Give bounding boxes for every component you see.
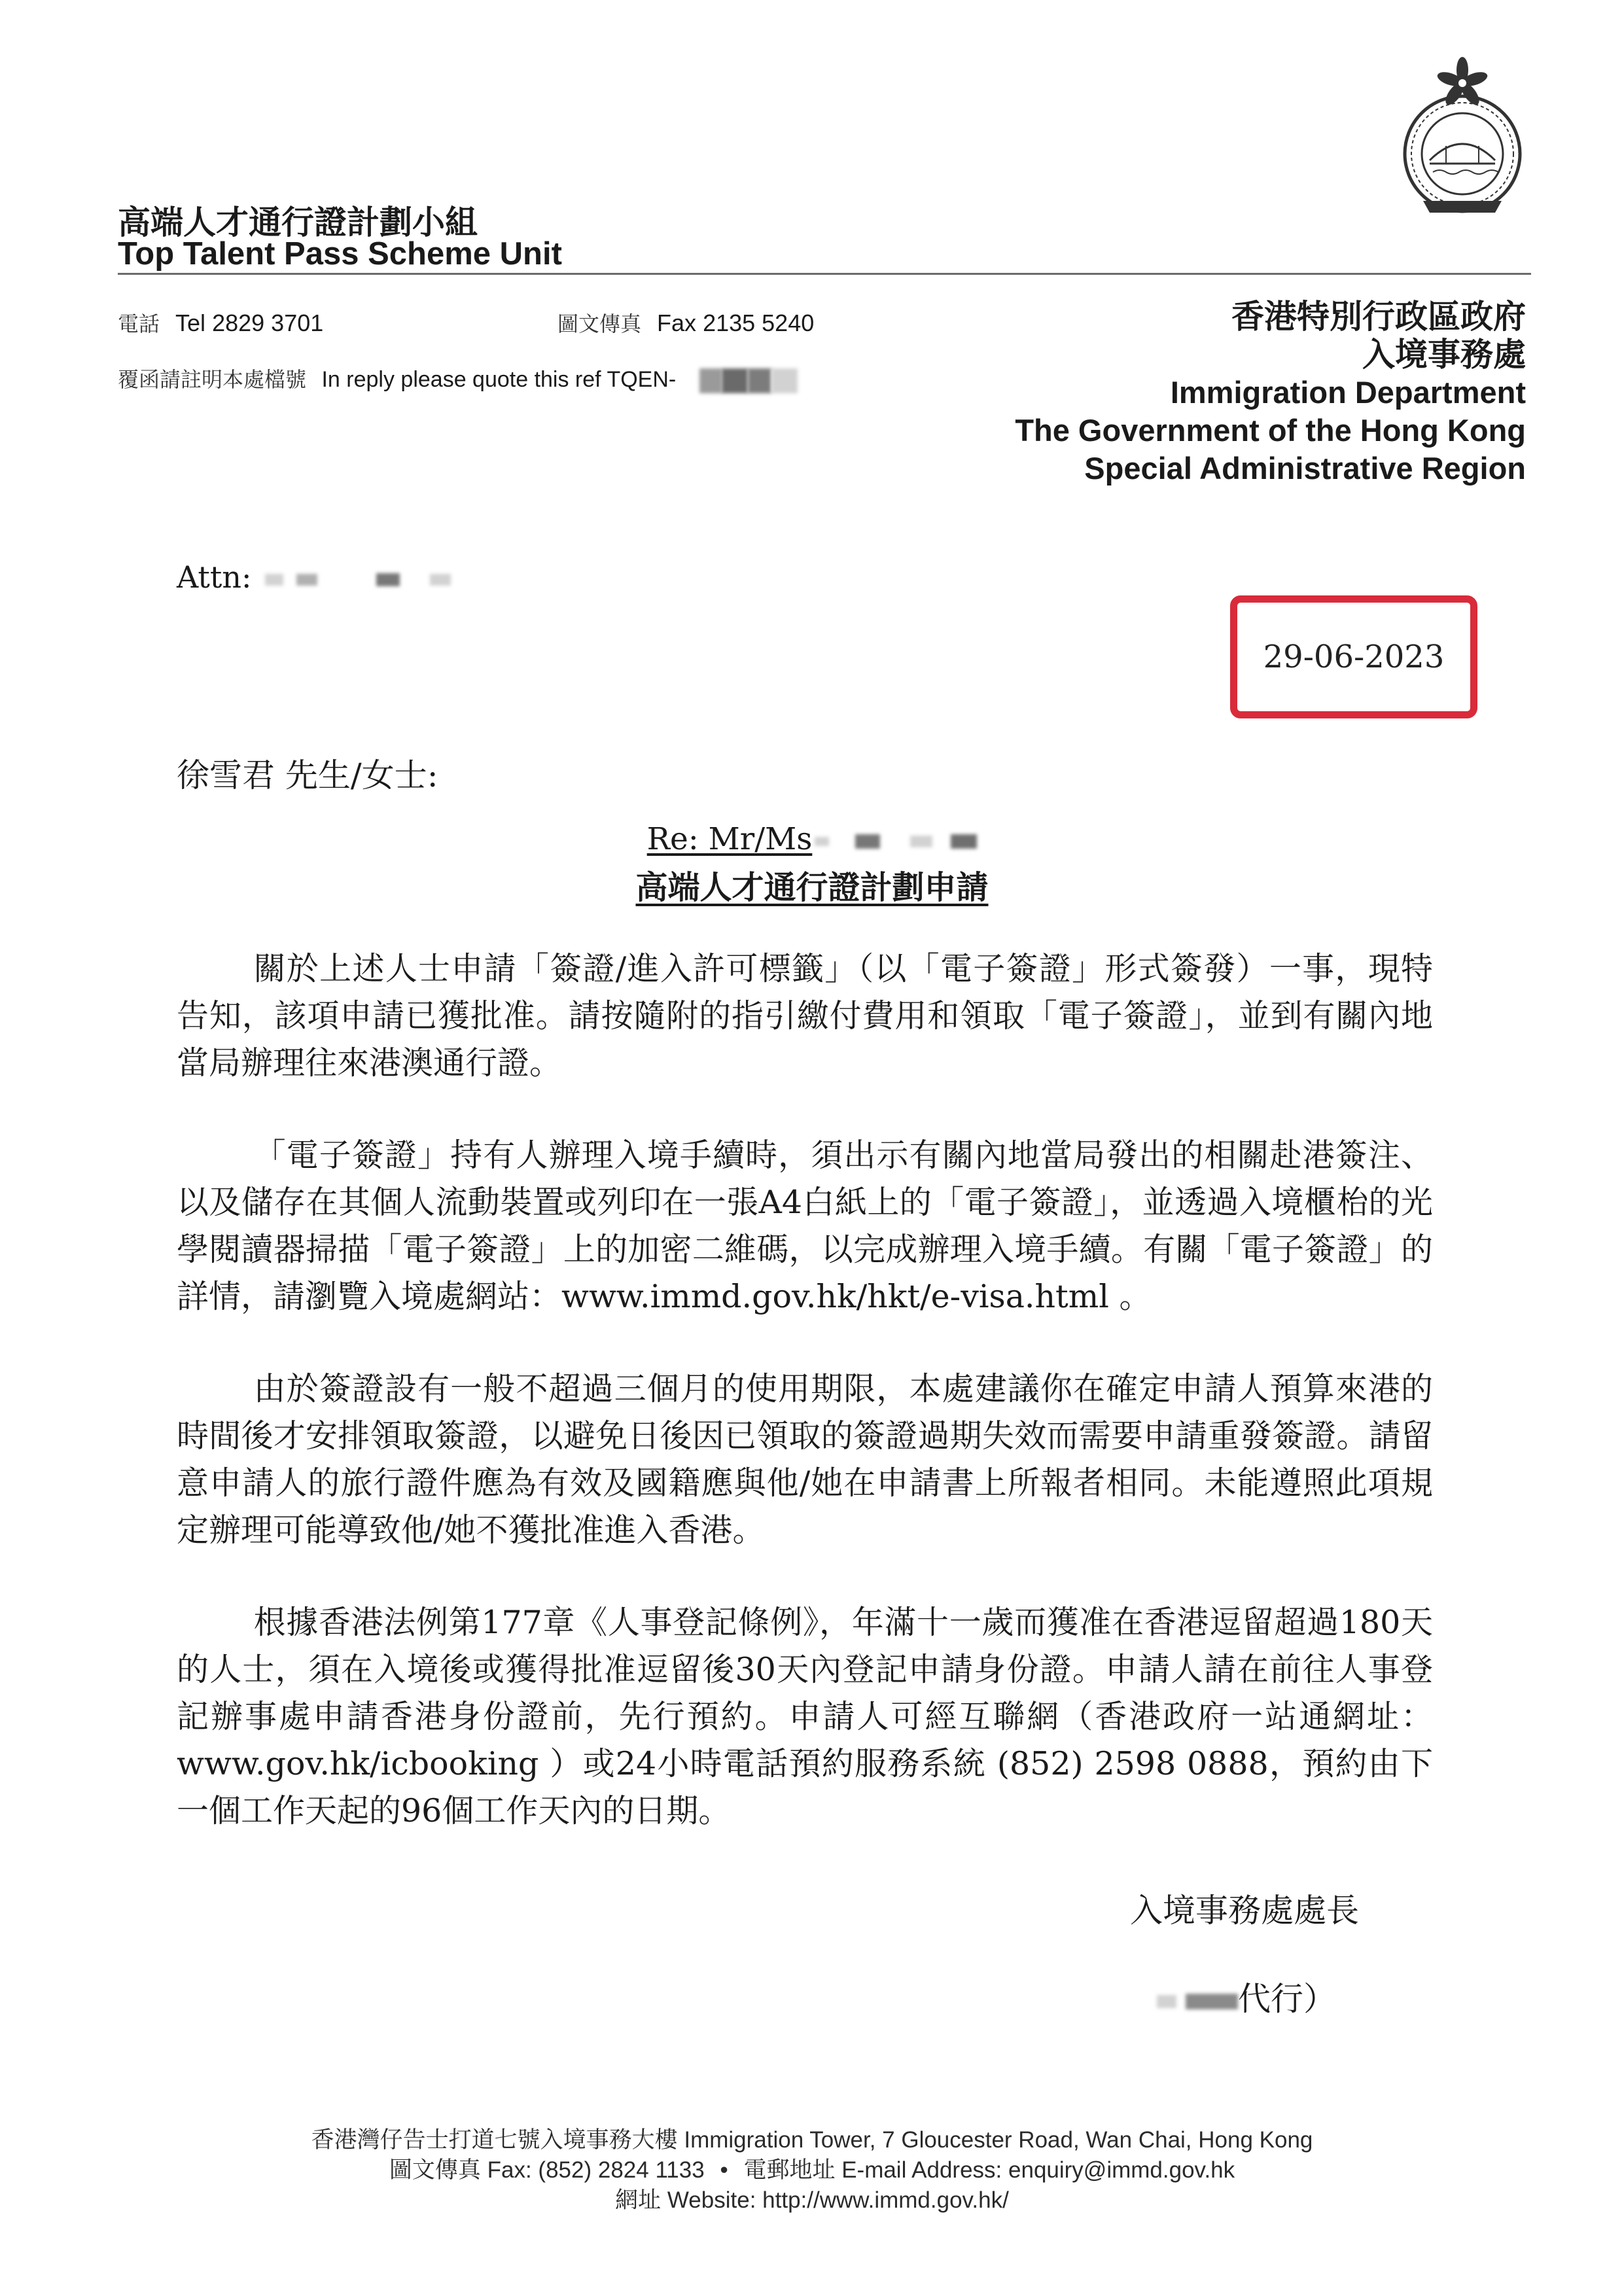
attn-label: Attn: [177,559,252,595]
fax-label-en: Fax [657,309,697,336]
subject-line: 高端人才通行證計劃申請 [635,868,989,906]
footer-email-label-zh: 電郵地址 [743,2157,836,2183]
ref-redaction [699,368,722,393]
footer-website-label-en: Website: [667,2187,756,2213]
footer-address-line [0,2125,1624,2155]
hksar-immigration-emblem-icon [1394,56,1531,219]
department-name-chinese: 入境事務處 [1362,335,1526,374]
signature-on-behalf [1157,1973,1336,2020]
ref-redaction [771,368,798,393]
footer-website-line [0,2185,1624,2216]
body-paragraph: 關於上述人士申請「簽證/進入許可標籤」（以「電子簽證」形式簽發）一事，現特告知，該項申請已獲批准。請按隨附的指引繳付費用和領取「電子簽證」，並到有關內地當局辦理往來港澳通行證。 [177,950,1433,1082]
ref-redaction [722,368,748,393]
re-label: Re: Mr/Ms [646,821,813,857]
ref-prefix: TQEN- [607,367,677,392]
footer-website: http://www.immd.gov.hk/ [762,2187,1009,2213]
unit-name-chinese: 高端人才通行證計劃小組 [118,203,478,241]
highlighted-date-box [1230,595,1477,718]
re-line [0,821,1624,857]
attn-redaction [430,574,451,586]
footer-website-label-zh: 網址 [615,2187,662,2214]
tel-label-en: Tel [175,309,206,336]
body-paragraph: 「電子簽證」持有人辦理入境手續時，須出示有關內地當局發出的相關赴港簽注、以及儲存在其個人流動裝置或列印在一張A4白紙上的「電子簽證」，並透過入境櫃枱的光學閱讀器掃描「電子簽證」上的加密二維碼，以完成辦理入境手續。有關「電子簽證」的詳情，請瀏覽入境處網站：www.immd.gov.hk/hkt/e-visa.html 。 [177,1137,1433,1315]
signature-redaction [1157,1995,1176,2008]
attn-redaction [296,574,317,586]
re-redaction [951,834,977,849]
subject-block [0,821,1624,908]
footer-address-zh: 香港灣仔告士打道七號入境事務大樓 [311,2127,678,2153]
footer-email: enquiry@immd.gov.hk [1008,2157,1235,2183]
footer-separator: • [720,2157,728,2183]
signature-title: 入境事務處處長 [1130,1892,1359,1930]
re-redaction [815,837,829,846]
ref-redaction [748,368,771,393]
letter-body [177,945,1433,1880]
attn-redaction [376,573,400,586]
signature-redaction [1186,1994,1238,2009]
government-name-english-line1: The Government of the Hong Kong [1015,413,1526,448]
government-name-chinese: 香港特別行政區政府 [1231,297,1526,336]
department-name-english: Immigration Department [1170,375,1526,410]
footer [0,2125,1624,2216]
fax-line [557,308,814,338]
signature-sub-text: 代行） [1238,1980,1336,2018]
footer-address-en: Immigration Tower, 7 Gloucester Road, Wan Chai, Hong Kong [684,2127,1313,2153]
attention-line [177,559,451,595]
attn-redaction [265,574,283,586]
footer-fax-label-zh: 圖文傳真 [389,2157,481,2183]
re-redaction [910,836,932,847]
body-paragraph: 根據香港法例第177章《人事登記條例》，年滿十一歲而獲准在香港逗留超過180天的人士，須在入境後或獲得批准逗留後30天內登記申請身份證。申請人請在前往人事登記辦事處申請香港身份證前，先行預約。申請人可經互聯網（香港政府一站通網址：www.gov.hk/icbooking ）或24小時電話預約服務系統 (852) 2598 0888，預約由下一個工作天起的96個工作天內的日期。 [177,1604,1433,1829]
fax-number: 2135 5240 [703,309,815,336]
tel-number: 2829 3701 [212,309,324,336]
fax-label-zh: 圖文傳真 [557,311,642,336]
department-block [1015,298,1526,487]
unit-name-english: Top Talent Pass Scheme Unit [118,236,562,272]
re-redaction [855,834,880,849]
footer-email-label-en: E-mail Address: [841,2157,1002,2183]
tel-label-zh: 電話 [118,311,160,336]
telephone-line [118,308,323,338]
footer-fax-label-en: Fax: [487,2157,532,2183]
footer-contact-line [0,2155,1624,2185]
reference-line [118,363,798,393]
letter-date: 29-06-2023 [1263,639,1445,675]
government-name-english-line2: Special Administrative Region [1084,451,1526,486]
ref-label-zh: 覆函請註明本處檔號 [118,367,307,392]
header-divider [118,273,1531,275]
ref-label-en: In reply please quote this ref [321,367,601,392]
salutation: 徐雪君 先生/女士: [177,756,438,794]
footer-fax: (852) 2824 1133 [538,2157,705,2183]
body-paragraph: 由於簽證設有一般不超過三個月的使用期限，本處建議你在確定申請人預算來港的時間後才安排領取簽證，以避免日後因已領取的簽證過期失效而需要申請重發簽證。請留意申請人的旅行證件應為有效及國籍應與他/她在申請書上所報者相同。未能遵照此項規定辦理可能導致他/她不獲批准進入香港。 [177,1370,1433,1549]
